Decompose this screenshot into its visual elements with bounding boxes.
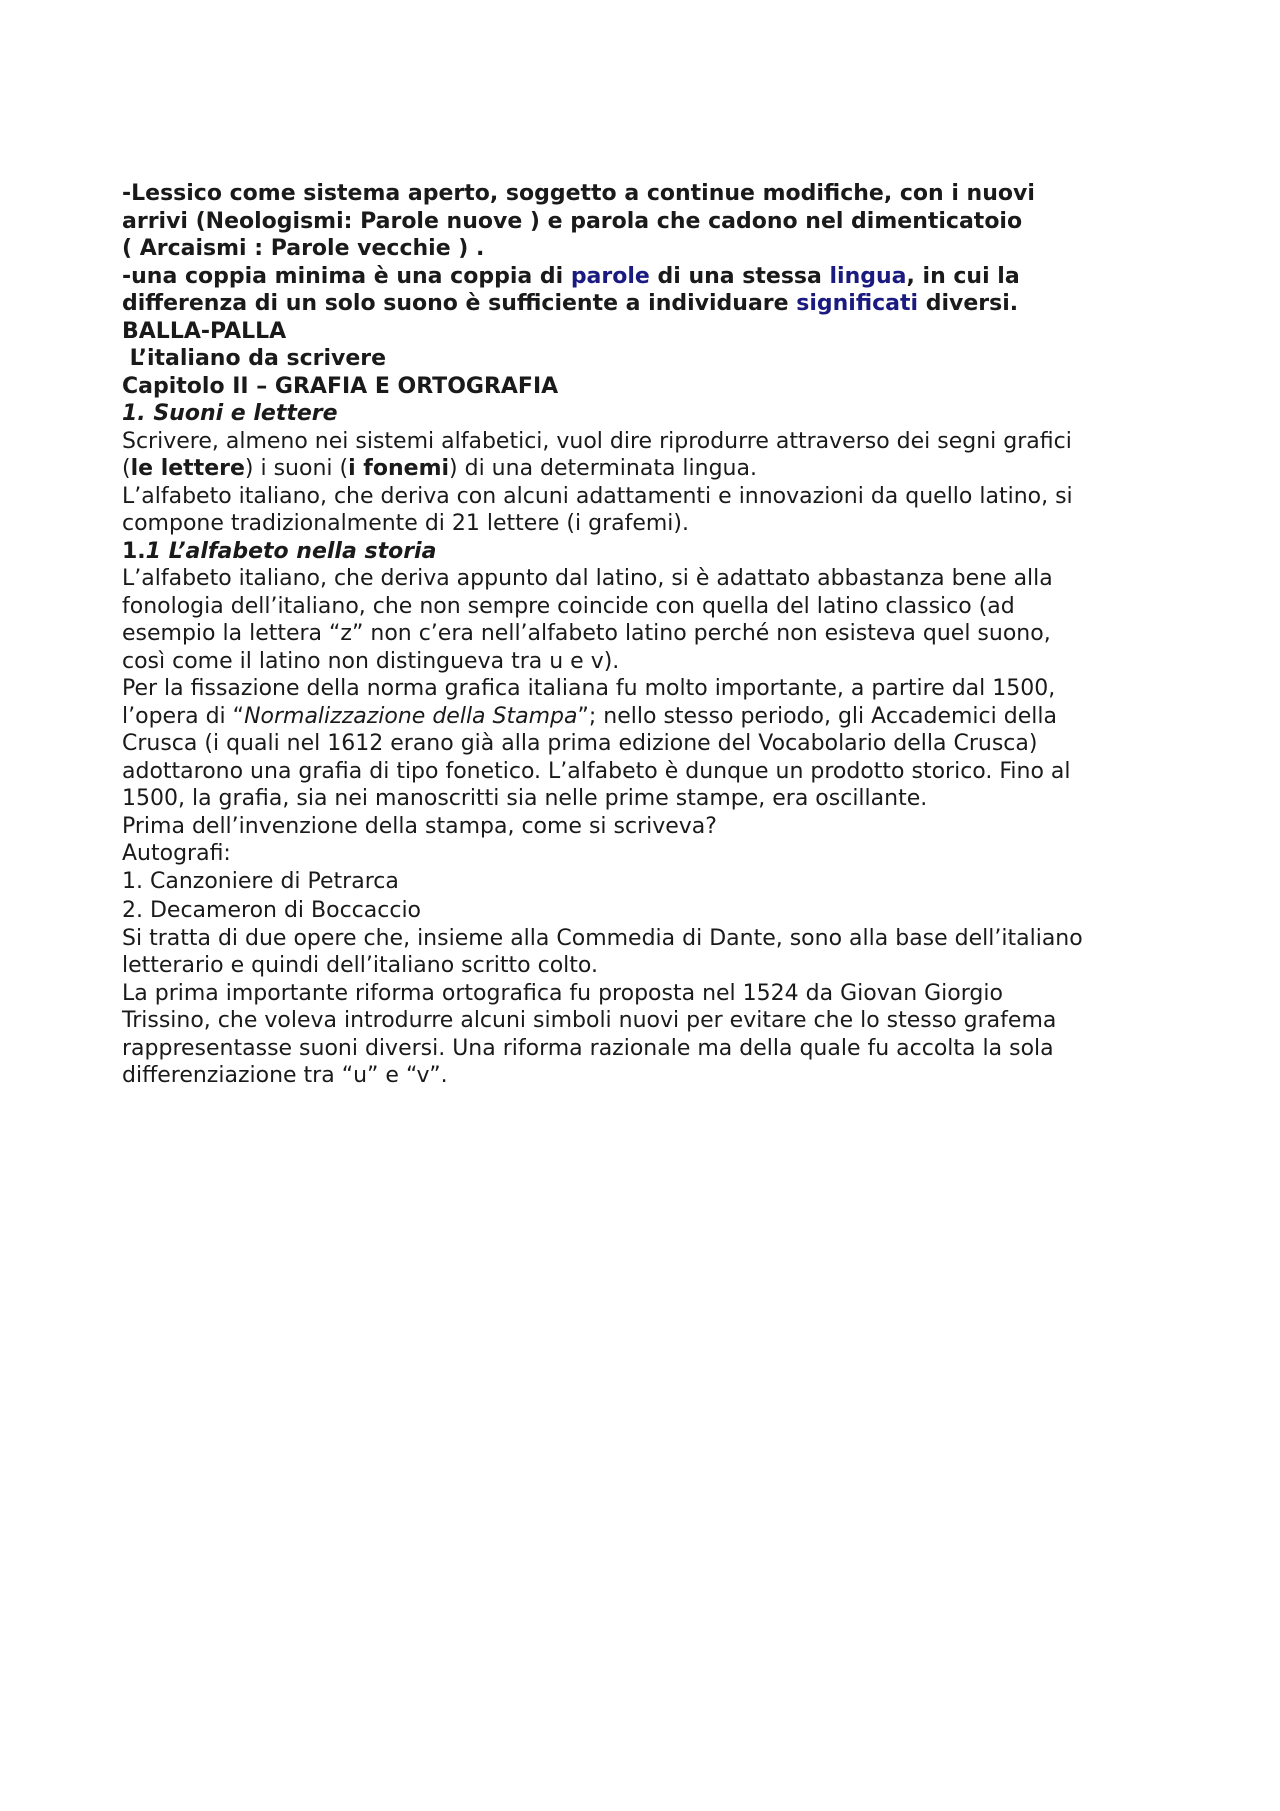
question-line: Prima dell’invenzione della stampa, come si scriveva? — [122, 813, 717, 839]
paragraph-opere — [122, 925, 1172, 980]
text-run: l’opera di “ — [122, 703, 245, 729]
link-significati[interactable]: significati — [796, 291, 919, 316]
text-run: ) i suoni ( — [244, 456, 349, 481]
autografi-list — [122, 868, 1172, 925]
paragraph-scrivere — [122, 428, 1172, 483]
text-line: L’alfabeto italiano, che deriva con alcuni adattamenti e innovazioni da quello latino, si — [122, 483, 1073, 509]
paragraph-alfabeto — [122, 483, 1172, 538]
paragraph-alfabeto-latino — [122, 565, 1172, 675]
heading-alfabeto-storia — [122, 538, 1172, 566]
text-line — [122, 290, 1172, 318]
bold-i-fonemi: i fonemi — [348, 456, 450, 481]
text-run: differenza di un solo suono è sufficiente a individuare — [122, 291, 797, 316]
text-line: ( Arcaismi : Parole vecchie ) . — [122, 236, 485, 261]
text-line: Crusca (i quali nel 1612 erano già alla prima edizione del Vocabolario della Crusca) — [122, 731, 1038, 756]
chapter-title: Capitolo II – GRAFIA E ORTOGRAFIA — [122, 373, 559, 399]
text-line — [122, 263, 1172, 291]
text-run: ( — [122, 456, 131, 481]
document-page — [122, 180, 1172, 1090]
text-run: di una stessa — [649, 263, 830, 289]
italic-normalizzazione: Normalizzazione della Stampa — [244, 703, 578, 729]
text-line: Per la fissazione della norma grafica italiana fu molto importante, a partire dal 1500, — [122, 676, 1056, 701]
list-item: 1. Canzoniere di Petrarca — [122, 868, 399, 894]
paragraph-norma-grafica — [122, 675, 1172, 813]
text-line: letterario e quindi dell’italiano scritto colto. — [122, 953, 598, 978]
text-line: L’alfabeto italiano, che deriva appunto dal latino, si è adattato abbastanza bene alla — [122, 566, 1053, 591]
text-run: ”; nello stesso periodo, gli Accademici della — [577, 703, 1057, 729]
text-line: Trissino, che voleva introdurre alcuni simboli nuovi per evitare che lo stesso grafema — [122, 1008, 1057, 1033]
heading-number: 1. — [122, 538, 146, 564]
list-item: 2. Decameron di Boccaccio — [122, 898, 422, 923]
text-line: compone tradizionalmente di 21 lettere (i grafemi). — [122, 511, 689, 536]
text-line: Scrivere, almeno nei sistemi alfabetici, vuol dire riprodurre attraverso dei segni grafici — [122, 428, 1072, 454]
heading-text: 1 L’alfabeto nella storia — [145, 538, 437, 564]
text-line: esempio la lettera “z” non c’era nell’alfabeto latino perché non esisteva quel suono, — [122, 621, 1051, 646]
text-line — [122, 455, 1172, 483]
text-run: -una coppia minima è una coppia di — [122, 263, 571, 289]
text-line: adottarono una grafia di tipo fonetico. L’alfabeto è dunque un prodotto storico. Fino al — [122, 758, 1071, 784]
link-lingua[interactable]: lingua — [829, 263, 907, 289]
text-line: -Lessico come sistema aperto, soggetto a continue modifiche, con i nuovi — [122, 181, 1035, 206]
text-line: La prima importante riforma ortografica fu proposta nel 1524 da Giovan Giorgio — [122, 980, 1003, 1006]
paragraph-riforma — [122, 980, 1172, 1090]
text-line: così come il latino non distingueva tra u e v). — [122, 648, 620, 674]
text-run: , in cui la — [906, 263, 1020, 289]
coppia-minima-paragraph — [122, 263, 1172, 318]
text-run: diversi. — [918, 291, 1019, 316]
text-line: 1500, la grafia, sia nei manoscritti sia nelle prime stampe, era oscillante. — [122, 786, 928, 811]
link-parole[interactable]: parole — [570, 263, 650, 289]
text-line: rappresentasse suoni diversi. Una riforma razionale ma della quale fu accolta la sola — [122, 1035, 1054, 1061]
example-balla-palla: BALLA-PALLA — [122, 318, 287, 344]
text-line: Si tratta di due opere che, insieme alla Commedia di Dante, sono alla base dell’italiano — [122, 925, 1083, 951]
section-title: L’italiano da scrivere — [122, 346, 387, 371]
text-line — [122, 703, 1172, 731]
text-line: arrivi (Neologismi: Parole nuove ) e parola che cadono nel dimenticatoio — [122, 208, 1023, 234]
text-run: ) di una determinata lingua. — [449, 456, 757, 481]
text-line: fonologia dell’italiano, che non sempre coincide con quella del latino classico (ad — [122, 593, 1015, 619]
heading-suoni-e-lettere: 1. Suoni e lettere — [122, 401, 338, 426]
autografi-label: Autografi: — [122, 841, 231, 866]
bold-le-lettere: le lettere — [130, 456, 245, 481]
text-line: differenziazione tra “u” e “v”. — [122, 1063, 448, 1088]
lessico-paragraph — [122, 180, 1172, 263]
